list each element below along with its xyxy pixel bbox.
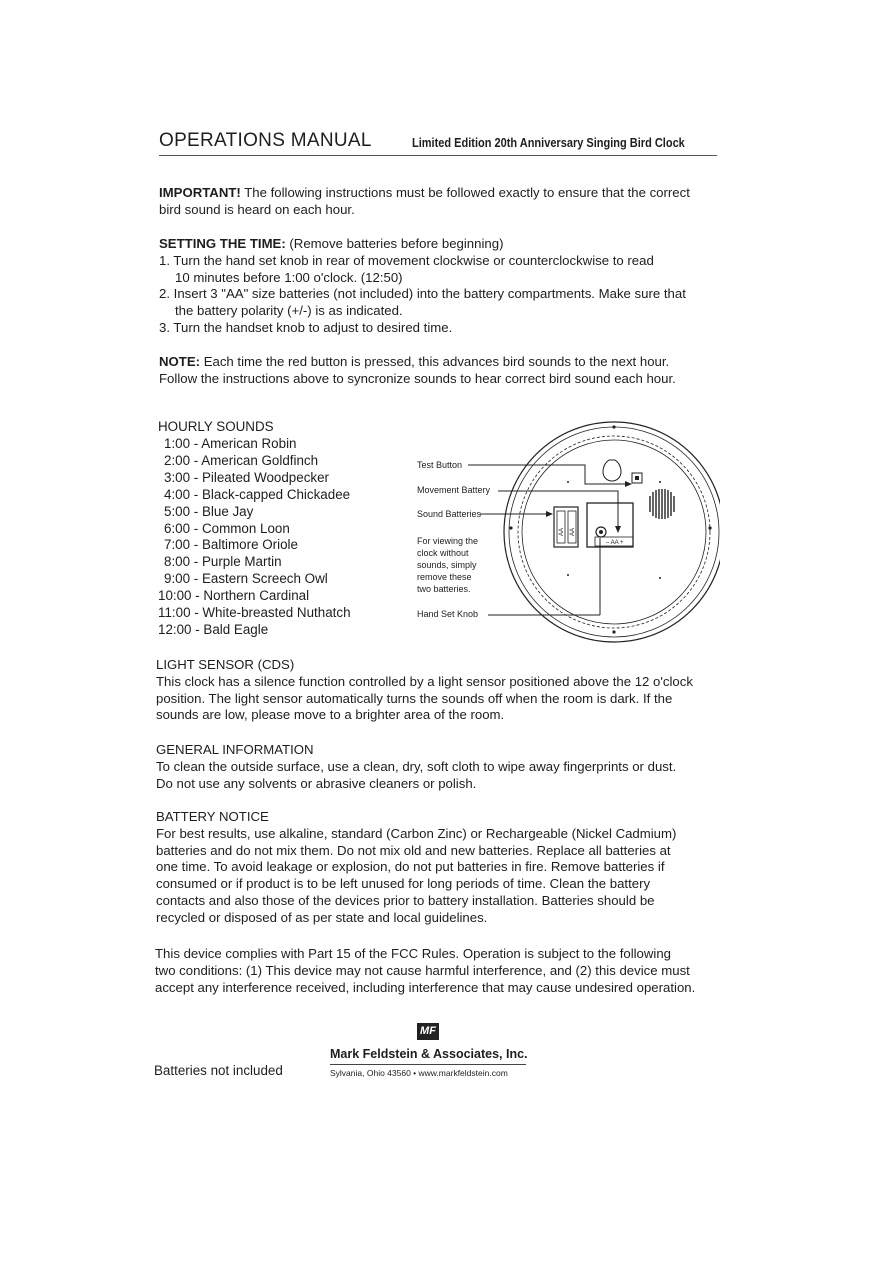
list-item: 1:00 - American Robin [164,436,297,451]
important-text-1: The following instructions must be followed exactly to ensure that the correct [240,185,690,200]
important-label: IMPORTANT! [159,185,241,200]
battery-notice-line: contacts and also those of the devices prior to battery installation. Batteries should be [156,892,655,908]
general-section [156,742,676,792]
light-sensor-line: This clock has a silence function controlled by a light sensor positioned above the 12 o'clock [156,673,693,689]
setting-step: 10 minutes before 1:00 o'clock. (12:50) [175,269,403,285]
list-item: 9:00 - Eastern Screech Owl [164,571,328,587]
list-item: 5:00 - Blue Jay [164,503,254,519]
list-item: 8:00 - Purple Martin [164,554,282,570]
batteries-not-included: Batteries not included [154,1063,283,1078]
list-item: 3:00 - Pileated Woodpecker [164,469,330,485]
battery-notice-line: one time. To avoid leakage or explosion, do not put batteries in fire. Remove batteries if [156,859,665,875]
general-heading: GENERAL INFORMATION [156,742,314,757]
sound-battery-mark: AA [570,527,576,536]
fcc-section [155,946,695,996]
label-test-button: Test Button [417,460,463,470]
company-name: Mark Feldstein & Associates, Inc. [330,1047,528,1061]
company-divider [330,1064,526,1065]
general-line: To clean the outside surface, use a clean, dry, soft cloth to wipe away fingerprints or dust. [156,758,677,774]
company-logo: MF [417,1023,439,1040]
setting-step: 2. Insert 3 "AA" size batteries (not included) into the battery compartments. Make sure that [159,286,686,302]
important-text-2: bird sound is heard on each hour. [159,201,355,217]
fcc-line: This device complies with Part 15 of the FCC Rules. Operation is subject to the following [155,946,672,961]
note-text-1: Each time the red button is pressed, this advances bird sounds to the next hour. [200,354,670,369]
setting-time-note: (Remove batteries before beginning) [285,236,504,251]
setting-step: 1. Turn the hand set knob in rear of movement clockwise or counterclockwise to read [159,252,654,268]
setting-time-section [159,236,686,337]
fcc-line: two conditions: (1) This device may not cause harmful interference, and (2) this device must [155,962,690,978]
battery-notice-line: For best results, use alkaline, standard (Carbon Zinc) or Rechargeable (Nickel Cadmium) [156,825,677,841]
setting-step: the battery polarity (+/-) is as indicated. [175,303,403,319]
note-label: NOTE: [159,354,201,369]
list-item: 10:00 - Northern Cardinal [158,588,310,604]
document-subtitle: Limited Edition 20th Anniversary Singing Bird Clock [412,136,685,150]
viewing-note-line: sounds, simply [417,560,477,570]
label-movement-battery: Movement Battery [417,485,491,495]
viewing-note-line: two batteries. [417,584,471,594]
viewing-note-line: clock without [417,548,469,558]
hourly-sounds-heading: HOURLY SOUNDS [158,419,274,434]
important-paragraph [159,185,690,219]
general-line: Do not use any solvents or abrasive cleaners or polish. [156,775,477,791]
battery-notice-line: batteries and do not mix them. Do not mix old and new batteries. Replace all batteries at [156,842,671,858]
sound-battery-mark: AA [559,527,565,536]
label-hand-set-knob: Hand Set Knob [417,609,479,619]
light-sensor-section [156,657,693,724]
battery-notice-line: consumed or if product is to be left unused for long periods of time. Clean the battery [156,876,651,892]
label-sound-batteries: Sound Batteries [417,509,482,519]
setting-time-label: SETTING THE TIME: [159,236,286,251]
note-paragraph [159,354,676,388]
list-item: 11:00 - White-breasted Nuthatch [158,605,351,621]
list-item: 2:00 - American Goldfinch [164,452,319,468]
list-item: 4:00 - Black-capped Chickadee [164,486,351,502]
header-divider [159,155,717,156]
battery-mark: – AA + [606,540,624,546]
document-title: OPERATIONS MANUAL [159,130,372,151]
company-address: Sylvania, Ohio 43560 • www.markfeldstein.com [330,1068,508,1078]
battery-notice-line: recycled or disposed of as per state and local guidelines. [156,909,488,925]
label-viewing-note [417,535,478,595]
light-sensor-heading: LIGHT SENSOR (CDS) [156,657,295,672]
setting-step: 3. Turn the handset knob to adjust to desired time. [159,319,453,335]
viewing-note-line: remove these [417,572,472,582]
list-item: 6:00 - Common Loon [164,520,290,536]
list-item: 12:00 - Bald Eagle [158,621,269,637]
fcc-line: accept any interference received, including interference that may cause undesired operation. [155,979,696,995]
light-sensor-line: position. The light sensor automatically turns the sounds off when the room is dark. If the [156,690,673,706]
note-text-2: Follow the instructions above to syncronize sounds to hear correct bird sound each hour. [159,370,676,386]
light-sensor-line: sounds are low, please move to a brighter area of the room. [156,707,505,723]
list-item: 7:00 - Baltimore Oriole [164,537,298,553]
hourly-sounds-list [158,436,351,639]
battery-notice-section [156,809,676,927]
viewing-note-line: For viewing the [417,536,479,546]
battery-notice-heading: BATTERY NOTICE [156,809,269,824]
